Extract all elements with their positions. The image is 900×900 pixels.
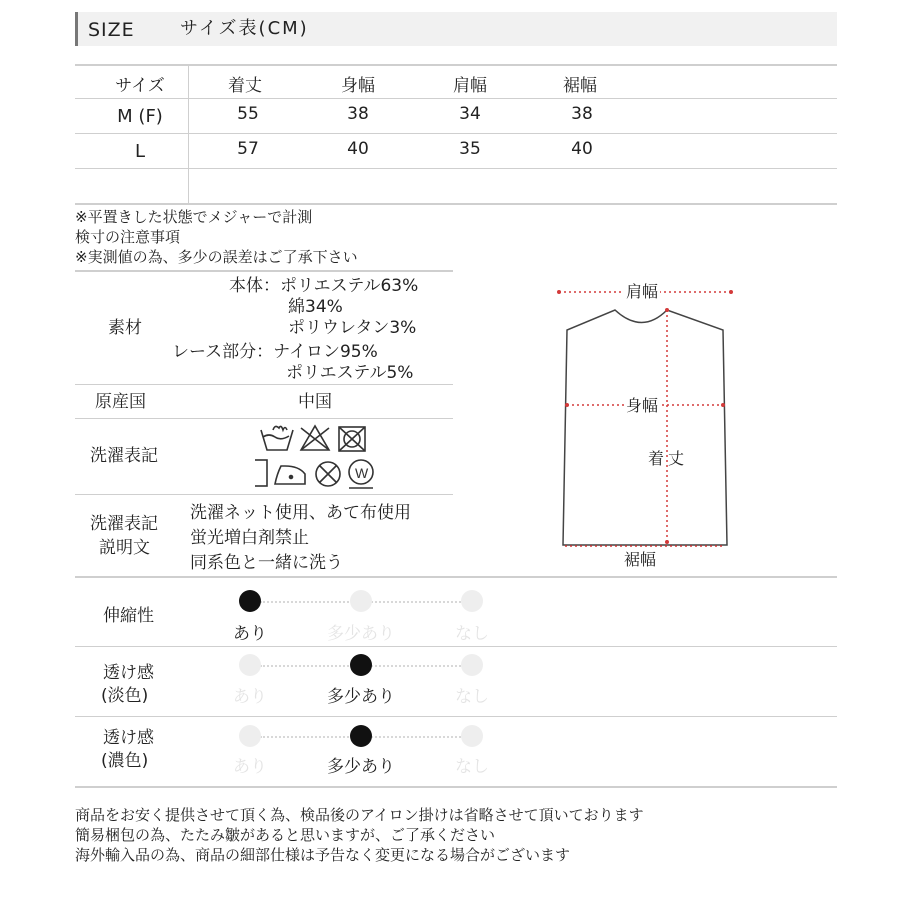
- care-label: 洗濯表記: [90, 446, 158, 466]
- scale-dot: [350, 590, 372, 612]
- scale-divider: [75, 716, 837, 717]
- iron-low-icon: [275, 466, 305, 484]
- measure-notes: [75, 207, 358, 267]
- care-desc-label: 洗濯表記: [90, 514, 158, 534]
- size-table-title: サイズ表(CM): [180, 18, 309, 39]
- garment-diagram: [545, 270, 745, 570]
- note-line: ※平置きした状態でメジャーで計測: [75, 208, 313, 226]
- scale-label: 透け感: [103, 728, 154, 748]
- scale-dot: [239, 725, 261, 747]
- spec-divider: [75, 494, 453, 495]
- footer-notes: [75, 805, 644, 865]
- care-desc-line: 洗濯ネット使用、あて布使用: [190, 503, 411, 523]
- material-line: 本体：ポリエステル63%: [229, 276, 419, 296]
- footer-note: 海外輸入品の為、商品の細部仕様は予告なく変更になる場合がございます: [75, 846, 571, 864]
- scale-option-label: あり: [233, 624, 267, 644]
- material-line: ポリウレタン3%: [288, 318, 417, 338]
- table-cell: 34: [459, 104, 481, 124]
- care-desc-line: 同系色と一緒に洗う: [190, 553, 343, 573]
- garment-outline: [563, 310, 727, 545]
- care-desc-line: 蛍光増白剤禁止: [190, 528, 309, 548]
- no-bleach-icon: [301, 426, 329, 450]
- wet-clean-icon: [349, 460, 373, 488]
- scale-option-label: 多少あり: [327, 757, 395, 777]
- column-header: サイズ: [115, 76, 165, 96]
- table-divider: [75, 133, 837, 134]
- origin-label: 原産国: [95, 392, 146, 412]
- chest-label: 身幅: [626, 396, 659, 415]
- hand-wash-icon: [261, 426, 293, 450]
- line-dry-shade-icon: [255, 460, 267, 486]
- column-header: 裾幅: [563, 76, 597, 96]
- table-cell: 57: [237, 139, 259, 159]
- care-desc-label: 説明文: [99, 538, 150, 558]
- footer-note: 簡易梱包の為、たたみ皺があると思いますが、ご了承ください: [75, 826, 496, 844]
- column-header: 身幅: [341, 76, 375, 96]
- table-cell: 40: [571, 139, 593, 159]
- scale-divider: [75, 646, 837, 647]
- footer-note: 商品をお安く提供させて頂く為、検品後のアイロン掛けは省略させて頂いております: [75, 806, 644, 824]
- length-label: 着丈: [648, 449, 689, 468]
- scale-dot: [461, 590, 483, 612]
- spec-bottom-border: [75, 576, 837, 578]
- scale-label: 伸縮性: [103, 606, 154, 626]
- spec-divider: [75, 418, 453, 419]
- material-line: レース部分：ナイロン95%: [172, 342, 378, 362]
- scale-label: 透け感: [103, 663, 154, 683]
- scale-option-label: あり: [233, 757, 267, 777]
- scale-option-label: なし: [455, 687, 489, 707]
- spec-top-border: [75, 270, 453, 272]
- origin-value: 中国: [298, 392, 332, 412]
- scale-dot: [461, 725, 483, 747]
- scale-label: (淡色): [101, 686, 149, 706]
- table-cell: M (F): [117, 106, 163, 127]
- size-label: SIZE: [88, 19, 135, 41]
- material-label: 素材: [108, 318, 142, 338]
- material-line: ポリエステル5%: [286, 363, 414, 383]
- table-bottom-border: [75, 203, 837, 205]
- hem-label: 裾幅: [624, 550, 657, 569]
- note-line: 検寸の注意事項: [75, 228, 181, 246]
- scale-option-label: あり: [233, 687, 267, 707]
- table-divider: [75, 98, 837, 99]
- material-line: 綿34%: [288, 297, 343, 317]
- table-column-divider: [188, 64, 189, 203]
- scale-option-label: 多少あり: [327, 624, 395, 644]
- scale-dot: [239, 590, 261, 612]
- table-cell: 38: [347, 104, 369, 124]
- scale-dot: [461, 654, 483, 676]
- scale-option-label: 多少あり: [327, 687, 395, 707]
- care-icons: [255, 422, 385, 494]
- table-cell: L: [134, 141, 146, 162]
- column-header: 肩幅: [453, 76, 487, 96]
- column-header: 着丈: [228, 76, 262, 96]
- scale-dot: [239, 654, 261, 676]
- svg-text:W: W: [355, 465, 369, 481]
- scale-dot: [350, 654, 372, 676]
- table-top-border: [75, 64, 837, 66]
- scale-label: (濃色): [101, 751, 149, 771]
- no-dry-clean-icon: [316, 462, 340, 486]
- scale-dot: [350, 725, 372, 747]
- table-cell: 40: [347, 139, 369, 159]
- table-divider: [75, 168, 837, 169]
- table-cell: 55: [237, 104, 259, 124]
- scale-bottom-border: [75, 786, 837, 788]
- table-cell: 35: [459, 139, 481, 159]
- no-tumble-dry-icon: [339, 427, 365, 451]
- spec-divider: [75, 384, 453, 385]
- table-cell: 38: [571, 104, 593, 124]
- note-line: ※実測値の為、多少の誤差はご了承下さい: [75, 248, 358, 266]
- scale-option-label: なし: [455, 757, 489, 777]
- shoulder-label: 肩幅: [626, 282, 659, 301]
- scale-option-label: なし: [455, 624, 489, 644]
